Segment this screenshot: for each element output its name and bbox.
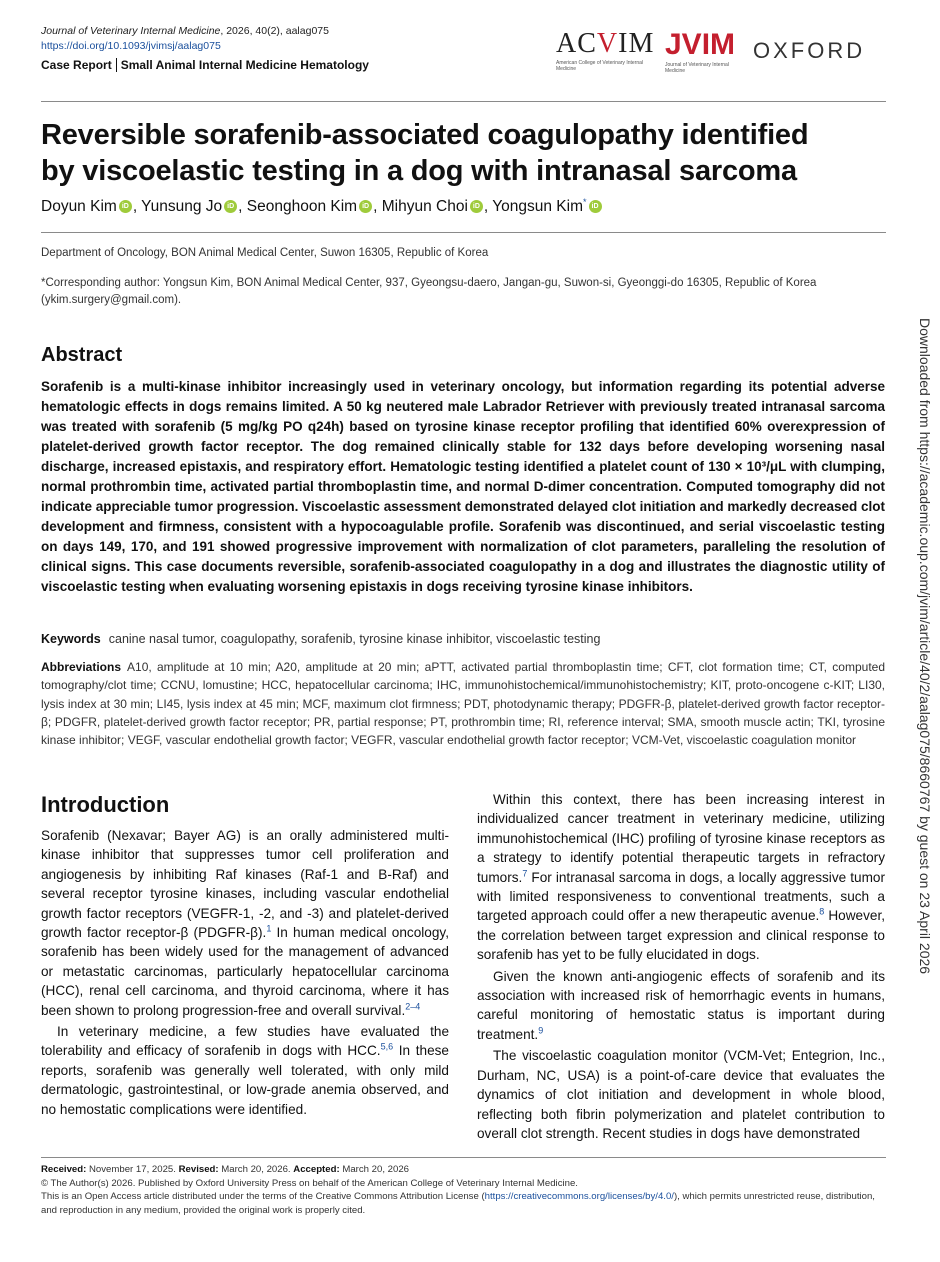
journal-citation: Journal of Veterinary Internal Medicine, 2026, 40(2), aalag075 xyxy=(41,25,329,37)
corresponding-author: *Corresponding author: Yongsun Kim, BON Animal Medical Center, 937, Gyeongsu-daero, Jangan-gu, Suwon-si, Gyeonggi-do 16305, Republic of Korea (ykim.surgery@gmail.com). xyxy=(41,277,817,306)
orcid-icon[interactable]: iD xyxy=(359,200,372,213)
intro-left-column: Sorafenib (Nexavar; Bayer AG) is an orally administered multi-kinase inhibitor that suppresses tumor cell proliferation and angiogenesis by inhibiting Raf kinases (Raf-1 and B-Raf) and several receptor tyrosine kinases, including vascular endothelial growth factor receptors (VEGFR-1, -2, and -3) and platelet-derived growth factor receptor-β (PDGFR-β).$^1$ In human medical oncology, sorafenib has been widely used for the management of advanced or metastatic carcinomas, particularly hepatocellular carcinoma (HCC), renal cell carcinoma, and thyroid carcinoma, where it has been shown to prolong progression-free and overall survival.$^{2-4}$ In veterinary medicine, a few studies have evaluated the tolerability and efficacy of sorafenib in dogs with HCC.$^{5,6}$ In these reports, sorafenib was generally well tolerated, with only mild dermatologic, gastrointestinal, or low-grade anemia observed, and no hemostatic complications were identified. xyxy=(41,828,449,1117)
abstract-heading: Abstract xyxy=(41,344,123,366)
keywords: Keywords canine nasal tumor, coagulopathy, sorafenib, tyrosine kinase inhibitor, viscoelastic testing xyxy=(41,632,601,646)
author-name: Seonghoon Kim xyxy=(246,198,358,215)
reference-link[interactable]: 1 xyxy=(266,923,272,934)
reference-link[interactable]: 8 xyxy=(819,906,825,917)
orcid-icon[interactable]: iD xyxy=(224,200,237,213)
jvim-logo: JVIM Journal of Veterinary Internal Medicine xyxy=(665,28,736,74)
author-name: Mihyun Choi xyxy=(381,198,468,215)
reference-link[interactable]: 2–4 xyxy=(405,1001,421,1012)
abbreviations: Abbreviations A10, amplitude at 10 min; A20, amplitude at 20 min; aPTT, activated partial thromboplastin time; CFT, clot formation time; CT, computed tomography/clot time; CCNU, lomustine; HCC, hepatocellular carcinoma; IHC, immunohistochemical/immunohistochemistry; KIT, proto-oncogene c-KIT; LI30, lysis index at 30 min; LI45, lysis index at 45 min; MCF, maximum clot firmness; PDT, photodynamic therapy; PDGFR-β, platelet-derived growth factor receptor-β; PDGFR, platelet-derived growth factor receptor; PR, partial response; PT, prothrombin time; RI, reference interval; SMA, smooth muscle actin; TKI, tyrosine kinase inhibitor; VEGF, vascular endothelial growth factor; VEGFR, vascular endothelial growth factor receptor; VCM-Vet, viscoelastic coagulation monitor xyxy=(41,660,885,748)
author-name: Doyun Kim xyxy=(41,198,117,215)
author-name: Yunsung Jo xyxy=(141,198,223,215)
doi-link[interactable]: https://doi.org/10.1093/jvimsj/aalag075 xyxy=(41,40,221,52)
author-name: Yongsun Kim xyxy=(492,198,584,215)
oxford-logo: OXFORD xyxy=(753,38,866,63)
reference-link[interactable]: 5,6 xyxy=(380,1041,394,1052)
introduction-heading: Introduction xyxy=(41,792,170,817)
footer-divider xyxy=(41,1157,886,1158)
orcid-icon[interactable]: iD xyxy=(119,200,132,213)
article-category: Case Report Small Animal Internal Medicine Hematology xyxy=(41,58,369,72)
acvim-logo: ACVIM American College of Veterinary Internal Medicine xyxy=(556,28,655,72)
author-list: Doyun Kim iD , Yunsung Jo iD , Seonghoon Kim iD , Mihyun Choi iD , Yongsun Kim*iD xyxy=(41,198,603,216)
orcid-icon[interactable]: iD xyxy=(470,200,483,213)
reference-link[interactable]: 7 xyxy=(522,868,528,879)
license-link[interactable]: https://creativecommons.org/licenses/by/4.0/ xyxy=(484,1191,674,1202)
intro-right-column: Within this context, there has been increasing interest in individualized cancer treatment in veterinary medicine, utilizing immunohistochemical (IHC) profiling of tyrosine kinase receptors as a strategy to identify potential therapeutic targets in refractory tumors.$^7$ For intranasal sarcoma in dogs, a locally aggressive tumor with limited responsiveness to conventional treatments, such a targeted approach could offer a new therapeutic avenue.$^8$ However, the correlation between target expression and clinical response to sorafenib has yet to be fully elucidated in dogs. Given the known anti-angiogenic effects of sorafenib and its association with increased risk of hemorrhagic events in humans, careful monitoring of hemostatic status is important during treatment.$^9$ The viscoelastic coagulation monitor (VCM-Vet; Entegrion, Inc., Durham, NC, USA) is a point-of-care device that evaluates the dynamics of clot initiation and development in whole blood, reflecting both fibrin polymerization and platelet contribution to overall clot strength. Recent studies in dogs have demonstrated xyxy=(477,792,885,1141)
corresponding-mark: * xyxy=(583,196,587,207)
article-title: Reversible sorafenib-associated coagulopathy identified by viscoelastic testing in a dog with intranasal sarcoma xyxy=(41,119,809,187)
header-divider xyxy=(41,101,886,102)
affiliation: Department of Oncology, BON Animal Medical Center, Suwon 16305, Republic of Korea xyxy=(41,247,489,259)
abstract-text: Sorafenib is a multi-kinase inhibitor increasingly used in veterinary oncology, but information regarding its potential adverse hematologic effects in dogs remains limited. A 50 kg neutered male Labrador Retriever with previously treated intranasal sarcoma was treated with sorafenib (5 mg/kg PO q24h) based on tyrosine kinase receptor profiling that identified 60% overexpression of platelet-derived growth factor receptor. The dog remained clinically stable for 132 days before developing worsening nasal discharge, increased epistaxis, and respiratory effort. Hematologic testing identified a platelet count of 130 × 10³/μL with clumping, normal prothrombin time, activated partial thromboplastin time, and normal D-dimer concentration. Computed tomography did not indicate appreciable tumor progression. Viscoelastic assessment demonstrated delayed clot initiation and markedly decreased clot development and firmness, consistent with a hypocoagulable profile. Sorafenib was discontinued, and serial viscoelastic testing on days 149, 170, and 191 showed progressive improvement with normalization of clot parameters, paralleling the resolution of clinical signs. This case documents reversible, sorafenib-associated coagulopathy in a dog and illustrates the diagnostic utility of viscoelastic testing when evaluating worsening epistaxis in dogs receiving tyrosine kinase inhibitors. xyxy=(41,379,885,594)
article-footer: Received: November 17, 2025. Revised: March 20, 2026. Accepted: March 20, 2026 © The Author(s) 2026. Published by Oxford University Press on behalf of the American College of Veterinary Internal Medicine. This is an Open Access article distributed under the terms of the Creative Commons Attribution License (https://creativecommons.org/licenses/by/4.0/), which permits unrestricted reuse, distribution, and reproduction in any medium, provided the original work is properly cited. xyxy=(41,1164,875,1216)
download-sidebar: Downloaded from https://academic.oup.com/jvim/article/40/2/aalag075/8660767 by guest on 23 April 2026 xyxy=(917,318,933,975)
reference-link[interactable]: 9 xyxy=(538,1025,544,1036)
orcid-icon[interactable]: iD xyxy=(589,200,602,213)
author-divider xyxy=(41,232,886,233)
